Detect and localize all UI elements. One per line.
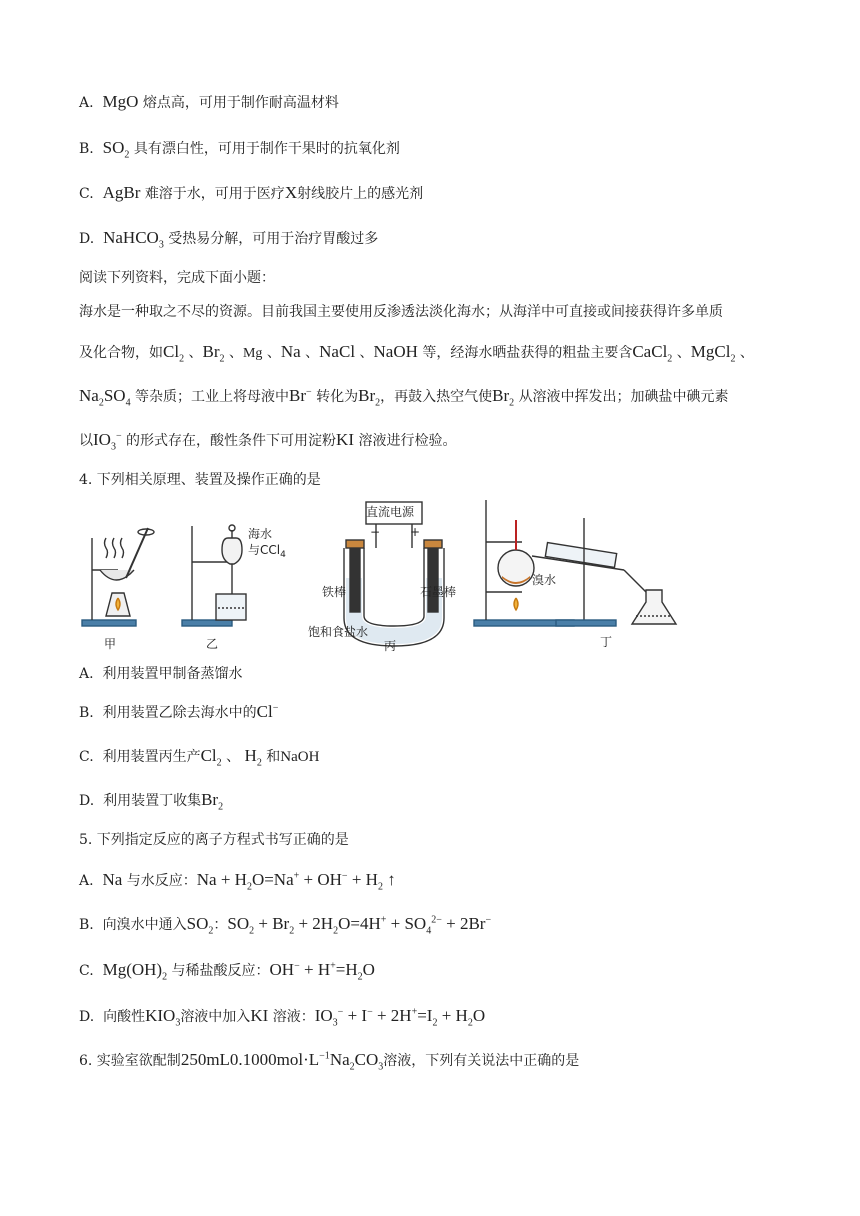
q4-option-a: A. 利用装置甲制备蒸馏水 xyxy=(79,666,243,682)
label-jia: 甲 xyxy=(104,637,117,651)
q3-option-a: A. MgO 熔点高，可用于制作耐高温材料 xyxy=(79,92,339,111)
apparatus-figure xyxy=(76,498,686,654)
q5-option-c: C. $Mg(OH)_2$ 与稀盐酸反应：$OH^- + H^+=H_2O$ xyxy=(79,960,375,983)
q3-option-c: C. AgBr 难溶于水，可用于医疗X射线胶片上的感光剂 xyxy=(79,183,424,202)
q4-option-d: D. 利用装置丁收集$Br_2$ xyxy=(79,790,224,813)
label-ding: 丁 xyxy=(600,635,613,649)
label-power: 直流电源 xyxy=(366,505,415,519)
q4-option-b: B. 利用装置乙除去海水中的Cl− xyxy=(79,702,279,721)
label-seawater: 海水 xyxy=(248,527,273,541)
label-iron-rod: 铁棒 xyxy=(322,585,347,599)
reading-intro: 阅读下列资料，完成下面小题： xyxy=(79,270,275,286)
label-yi: 乙 xyxy=(206,637,219,651)
q5-stem: 5. 下列指定反应的离子方程式书写正确的是 xyxy=(79,832,349,848)
label-bromine-water: 溴水 xyxy=(532,573,557,587)
reading-paragraph-line-2: 及化合物，如$Cl_2$ 、$Br_2$ 、Mg 、Na 、NaCl 、NaOH 等，经海水晒盐获得的粗盐主要含CaCl$_2$ 、MgCl$_2$ 、 xyxy=(79,342,754,365)
q4-option-c: C. 利用装置丙生产$Cl_2$ 、 $H_2$ 和NaOH xyxy=(79,746,320,769)
q3-option-d: D. NaHCO$_3$ 受热易分解，可用于治疗胃酸过多 xyxy=(79,228,379,251)
label-brine: 饱和食盐水 xyxy=(308,625,369,639)
reading-paragraph-line-3: $Na_2SO_4$ 等杂质；工业上将母液中Br− 转化为$Br_2$，再鼓入热空气使$Br_2$ 从溶液中挥发出；加碘盐中碘元素 xyxy=(79,386,729,409)
q5-option-a: A. Na 与水反应：$Na + H_2O=Na^+ + OH^- + H_2$ ↑ xyxy=(79,870,396,893)
reading-paragraph-line-4: 以$IO_3^-$ 的形式存在，酸性条件下可用淀粉KI 溶液进行检验。 xyxy=(79,430,457,453)
label-bing: 丙 xyxy=(384,639,397,653)
label-minus: − xyxy=(370,525,381,539)
q3-option-b: B. $SO_2$ 具有漂白性，可用于制作干果时的抗氧化剂 xyxy=(79,138,400,161)
label-plus: + xyxy=(410,525,421,539)
q4-stem: 4. 下列相关原理、装置及操作正确的是 xyxy=(79,472,321,488)
q6-stem: 6. 实验室欲配制$250mL0.1000mol\cdot L^{-1}Na_2CO_3$溶液，下列有关说法中正确的是 xyxy=(79,1050,580,1073)
reading-paragraph-line-1: 海水是一种取之不尽的资源。目前我国主要使用反渗透法淡化海水；从海洋中可直接或间接获得许多单质 xyxy=(79,304,723,320)
q5-option-d: D. 向酸性$KIO_3$溶液中加入KI 溶液：$IO_3^- + I^- + 2H^+=I_2 + H_2O$ xyxy=(79,1006,486,1029)
q5-option-b: B. 向溴水中通入$SO_2$：$SO_2 + Br_2 + 2H_2O=4H^+ + SO_4^{2-} + 2Br^-$ xyxy=(79,914,492,937)
label-with-ccl4: 与CCl$_4$ xyxy=(248,543,286,560)
label-graphite-rod: 石墨棒 xyxy=(420,585,457,599)
